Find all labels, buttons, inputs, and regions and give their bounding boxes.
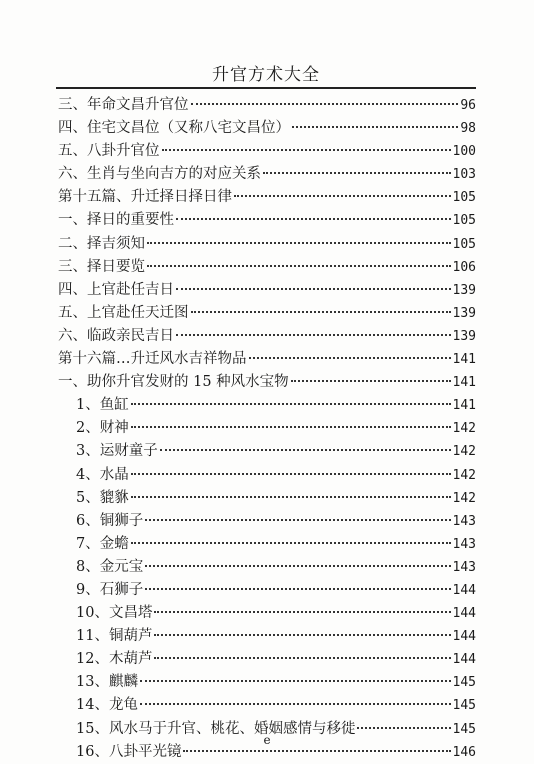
toc-entry-label: 六、生肖与坐向吉方的对应关系 bbox=[58, 166, 261, 183]
toc-entry-label: 10、文昌塔 bbox=[76, 605, 153, 622]
toc-leader-dots bbox=[160, 449, 451, 451]
toc-entry-page: 144 bbox=[452, 582, 476, 598]
toc-entry bbox=[58, 256, 476, 279]
toc-entry-label: 8、金元宝 bbox=[76, 558, 144, 575]
toc-entry-label: 一、择日的重要性 bbox=[58, 212, 174, 229]
toc-leader-dots bbox=[176, 218, 451, 220]
toc-entry-page: 143 bbox=[452, 536, 476, 552]
toc-entry bbox=[58, 556, 476, 579]
toc-entry-page: 100 bbox=[452, 144, 476, 160]
toc-entry-label: 五、八卦升官位 bbox=[58, 143, 160, 160]
toc-leader-dots bbox=[263, 172, 451, 174]
toc-entry bbox=[58, 371, 476, 394]
toc-leader-dots bbox=[154, 611, 450, 613]
toc-entry-page: 105 bbox=[452, 236, 476, 252]
toc-entry-page: 103 bbox=[452, 167, 476, 183]
toc-entry-label: 六、临政亲民吉日 bbox=[58, 327, 174, 344]
toc-entry-page: 143 bbox=[452, 559, 476, 575]
toc-leader-dots bbox=[291, 380, 451, 382]
toc-entry-label: 三、年命文昌升官位 bbox=[58, 97, 189, 113]
toc-entry-label: 第十六篇…升迁风水吉祥物品 bbox=[58, 351, 247, 368]
toc-entry bbox=[58, 648, 476, 671]
toc-entry-page: 145 bbox=[452, 675, 476, 691]
toc-entry bbox=[58, 279, 476, 302]
toc-entry-page: 145 bbox=[452, 721, 476, 737]
toc-entry-label: 14、龙龟 bbox=[76, 697, 138, 714]
toc-entry-page: 144 bbox=[452, 652, 476, 668]
toc-leader-dots bbox=[131, 542, 451, 544]
toc-leader-dots bbox=[147, 265, 451, 267]
toc-leader-dots bbox=[292, 126, 458, 128]
toc-leader-dots bbox=[140, 680, 451, 682]
toc-entry-label: 四、上官赴任吉日 bbox=[58, 281, 174, 298]
toc-entry bbox=[58, 694, 476, 717]
toc-leader-dots bbox=[145, 565, 450, 567]
toc-entry-page: 142 bbox=[452, 444, 476, 460]
toc-entry-label: 9、石狮子 bbox=[76, 581, 144, 598]
page-number: e bbox=[263, 733, 271, 747]
table-of-contents bbox=[58, 94, 476, 764]
toc-entry-page: 98 bbox=[460, 121, 476, 137]
toc-leader-dots bbox=[162, 149, 451, 151]
header-rule bbox=[56, 87, 476, 89]
toc-entry-label: 15、风水马于升官、桃花、婚姻感情与移徙 bbox=[76, 720, 356, 737]
toc-entry bbox=[58, 325, 476, 348]
toc-leader-dots bbox=[176, 334, 451, 336]
toc-entry-label: 一、助你升官发财的 15 种风水宝物 bbox=[58, 374, 289, 391]
toc-entry-label: 2、财神 bbox=[76, 420, 129, 437]
toc-entry-page: 146 bbox=[452, 744, 476, 760]
toc-entry-page: 144 bbox=[452, 606, 476, 622]
toc-entry-page: 142 bbox=[452, 490, 476, 506]
toc-leader-dots bbox=[357, 727, 450, 729]
toc-leader-dots bbox=[249, 357, 451, 359]
toc-entry bbox=[58, 209, 476, 232]
toc-entry bbox=[58, 510, 476, 533]
toc-entry-page: 139 bbox=[452, 328, 476, 344]
toc-entry bbox=[58, 394, 476, 417]
toc-entry bbox=[58, 579, 476, 602]
toc-entry bbox=[58, 117, 476, 140]
toc-entry-page: 105 bbox=[452, 190, 476, 206]
toc-leader-dots bbox=[183, 750, 450, 752]
toc-entry-label: 1、鱼缸 bbox=[76, 397, 129, 414]
toc-entry bbox=[58, 625, 476, 648]
toc-entry-page: 141 bbox=[452, 375, 476, 391]
toc-entry-page: 145 bbox=[452, 698, 476, 714]
toc-leader-dots bbox=[154, 657, 450, 659]
toc-entry-page: 96 bbox=[460, 98, 476, 113]
toc-entry-label: 12、木葫芦 bbox=[76, 651, 153, 668]
toc-leader-dots bbox=[131, 496, 451, 498]
toc-entry-label: 四、住宅文昌位（又称八宅文昌位） bbox=[58, 120, 290, 137]
toc-entry bbox=[58, 94, 476, 117]
toc-entry-page: 106 bbox=[452, 259, 476, 275]
toc-entry-label: 五、上官赴任天迁图 bbox=[58, 304, 189, 321]
toc-entry-page: 144 bbox=[452, 629, 476, 645]
toc-entry-label: 二、择吉须知 bbox=[58, 235, 145, 252]
toc-entry-page: 141 bbox=[452, 352, 476, 368]
toc-entry-label: 13、麒麟 bbox=[76, 674, 138, 691]
toc-entry bbox=[58, 602, 476, 625]
toc-leader-dots bbox=[234, 195, 451, 197]
toc-entry-page: 105 bbox=[452, 213, 476, 229]
toc-entry-label: 5、貔貅 bbox=[76, 489, 129, 506]
toc-entry-label: 4、水晶 bbox=[76, 466, 129, 483]
toc-entry-label: 3、运财童子 bbox=[76, 443, 158, 460]
toc-leader-dots bbox=[131, 403, 451, 405]
toc-entry bbox=[58, 140, 476, 163]
toc-leader-dots bbox=[131, 473, 451, 475]
toc-entry bbox=[58, 417, 476, 440]
toc-entry-page: 139 bbox=[452, 282, 476, 298]
toc-entry-label: 11、铜葫芦 bbox=[76, 628, 153, 645]
toc-entry-label: 16、八卦平光镜 bbox=[76, 743, 182, 760]
toc-leader-dots bbox=[147, 242, 451, 244]
toc-entry bbox=[58, 348, 476, 371]
toc-entry-label: 第十五篇、升迁择日择日律 bbox=[58, 189, 232, 206]
toc-leader-dots bbox=[191, 311, 451, 313]
toc-entry bbox=[58, 440, 476, 463]
toc-entry bbox=[58, 163, 476, 186]
toc-entry-label: 6、铜狮子 bbox=[76, 512, 144, 529]
toc-entry bbox=[58, 186, 476, 209]
toc-entry-page: 142 bbox=[452, 421, 476, 437]
toc-entry-page: 139 bbox=[452, 305, 476, 321]
toc-entry-page: 142 bbox=[452, 467, 476, 483]
toc-entry bbox=[58, 671, 476, 694]
toc-leader-dots bbox=[176, 288, 451, 290]
toc-entry-page: 141 bbox=[452, 398, 476, 414]
toc-entry bbox=[58, 487, 476, 510]
toc-leader-dots bbox=[191, 103, 459, 105]
toc-entry-label: 三、择日要览 bbox=[58, 258, 145, 275]
toc-leader-dots bbox=[154, 634, 450, 636]
toc-entry bbox=[58, 302, 476, 325]
toc-leader-dots bbox=[145, 519, 450, 521]
toc-leader-dots bbox=[140, 703, 451, 705]
toc-entry-page: 143 bbox=[452, 513, 476, 529]
running-header: 升官方术大全 bbox=[212, 65, 320, 85]
toc-leader-dots bbox=[145, 588, 450, 590]
toc-entry bbox=[58, 233, 476, 256]
toc-entry-label: 7、金蟾 bbox=[76, 535, 129, 552]
toc-entry bbox=[58, 464, 476, 487]
toc-entry bbox=[58, 533, 476, 556]
toc-leader-dots bbox=[131, 426, 451, 428]
